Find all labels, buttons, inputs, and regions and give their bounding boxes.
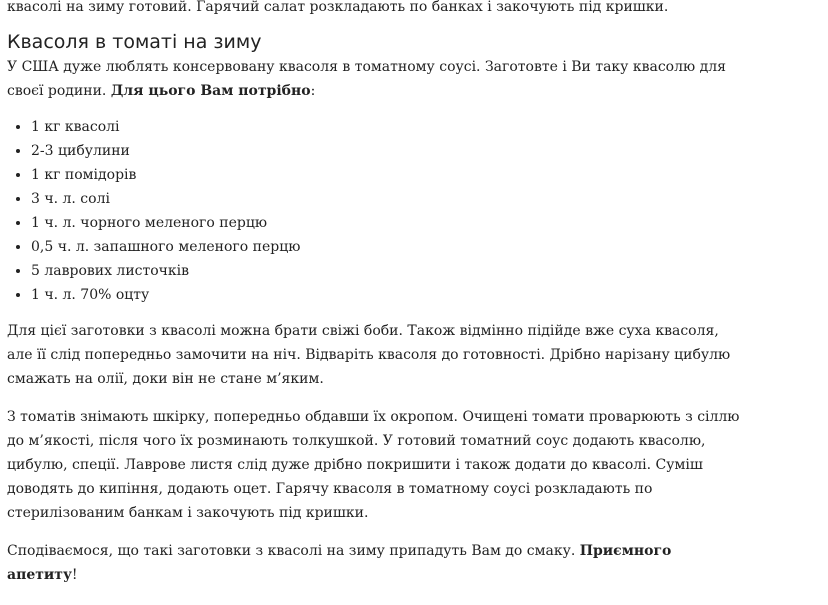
preparation-paragraph-1: Для цієї заготовки з квасолі можна брати свіжі боби. Також відмінно підійде вже суха квасоля, але її слід попередньо замочити на ніч. Відваріть квасоля до готовності. Дрібно нарізану цибулю смажать на олії, доки він не стане м’яким.: [7, 323, 731, 387]
article-body: [7, 0, 745, 601]
ingredient-item: • 3 ч. л. солі: [31, 187, 745, 211]
ingredient-item: • 5 лаврових листочків: [31, 259, 745, 283]
previous-paragraph-tail: квасолі на зиму готовий. Гарячий салат розкладають по банках і закочують під кришки.: [7, 0, 669, 15]
closing-exclamation: !: [71, 567, 78, 583]
ingredient-item: • 1 ч. л. чорного меленого перцю: [31, 211, 745, 235]
intro-text: У США дуже люблять консервовану квасоля в томатному соусі. Заготовте і Ви таку квасолю для своєї родини.: [7, 59, 726, 99]
intro-colon: :: [310, 83, 316, 99]
preparation-paragraph-2: З томатів знімають шкірку, попередньо обдавши їх окропом. Очищені томати проварюють з сіллю до м’якості, після чого їх розминають толкушкой. У готовий томатний соус додають квасолю, цибулю, спеції. Лаврове листя слід дуже дрібно покришити і також додати до квасолі. Суміш доводять до кипіння, додають оцет. Гарячу квасоля в томатному соусі розкладають по стерилізованим банкам і закочують під кришки.: [7, 409, 740, 521]
ingredient-item: • 2-3 цибулини: [31, 139, 745, 163]
closing-paragraph: [7, 539, 745, 587]
ingredient-item: • 1 кг помідорів: [31, 163, 745, 187]
ingredients-list: [7, 115, 745, 307]
closing-bold-text: Приємного апетиту: [7, 543, 672, 583]
section-heading: Квасоля в томаті на зиму: [7, 31, 262, 53]
ingredient-item: • 0,5 ч. л. запашного меленого перцю: [31, 235, 745, 259]
ingredient-item: • 1 кг квасолі: [31, 115, 745, 139]
ingredient-item: • 1 ч. л. 70% оцту: [31, 283, 745, 307]
closing-text: Сподіваємося, що такі заготовки з квасолі на зиму припадуть Вам до смаку.: [7, 543, 580, 559]
intro-paragraph: [7, 55, 745, 103]
intro-bold-text: Для цього Вам потрібно: [110, 83, 311, 99]
